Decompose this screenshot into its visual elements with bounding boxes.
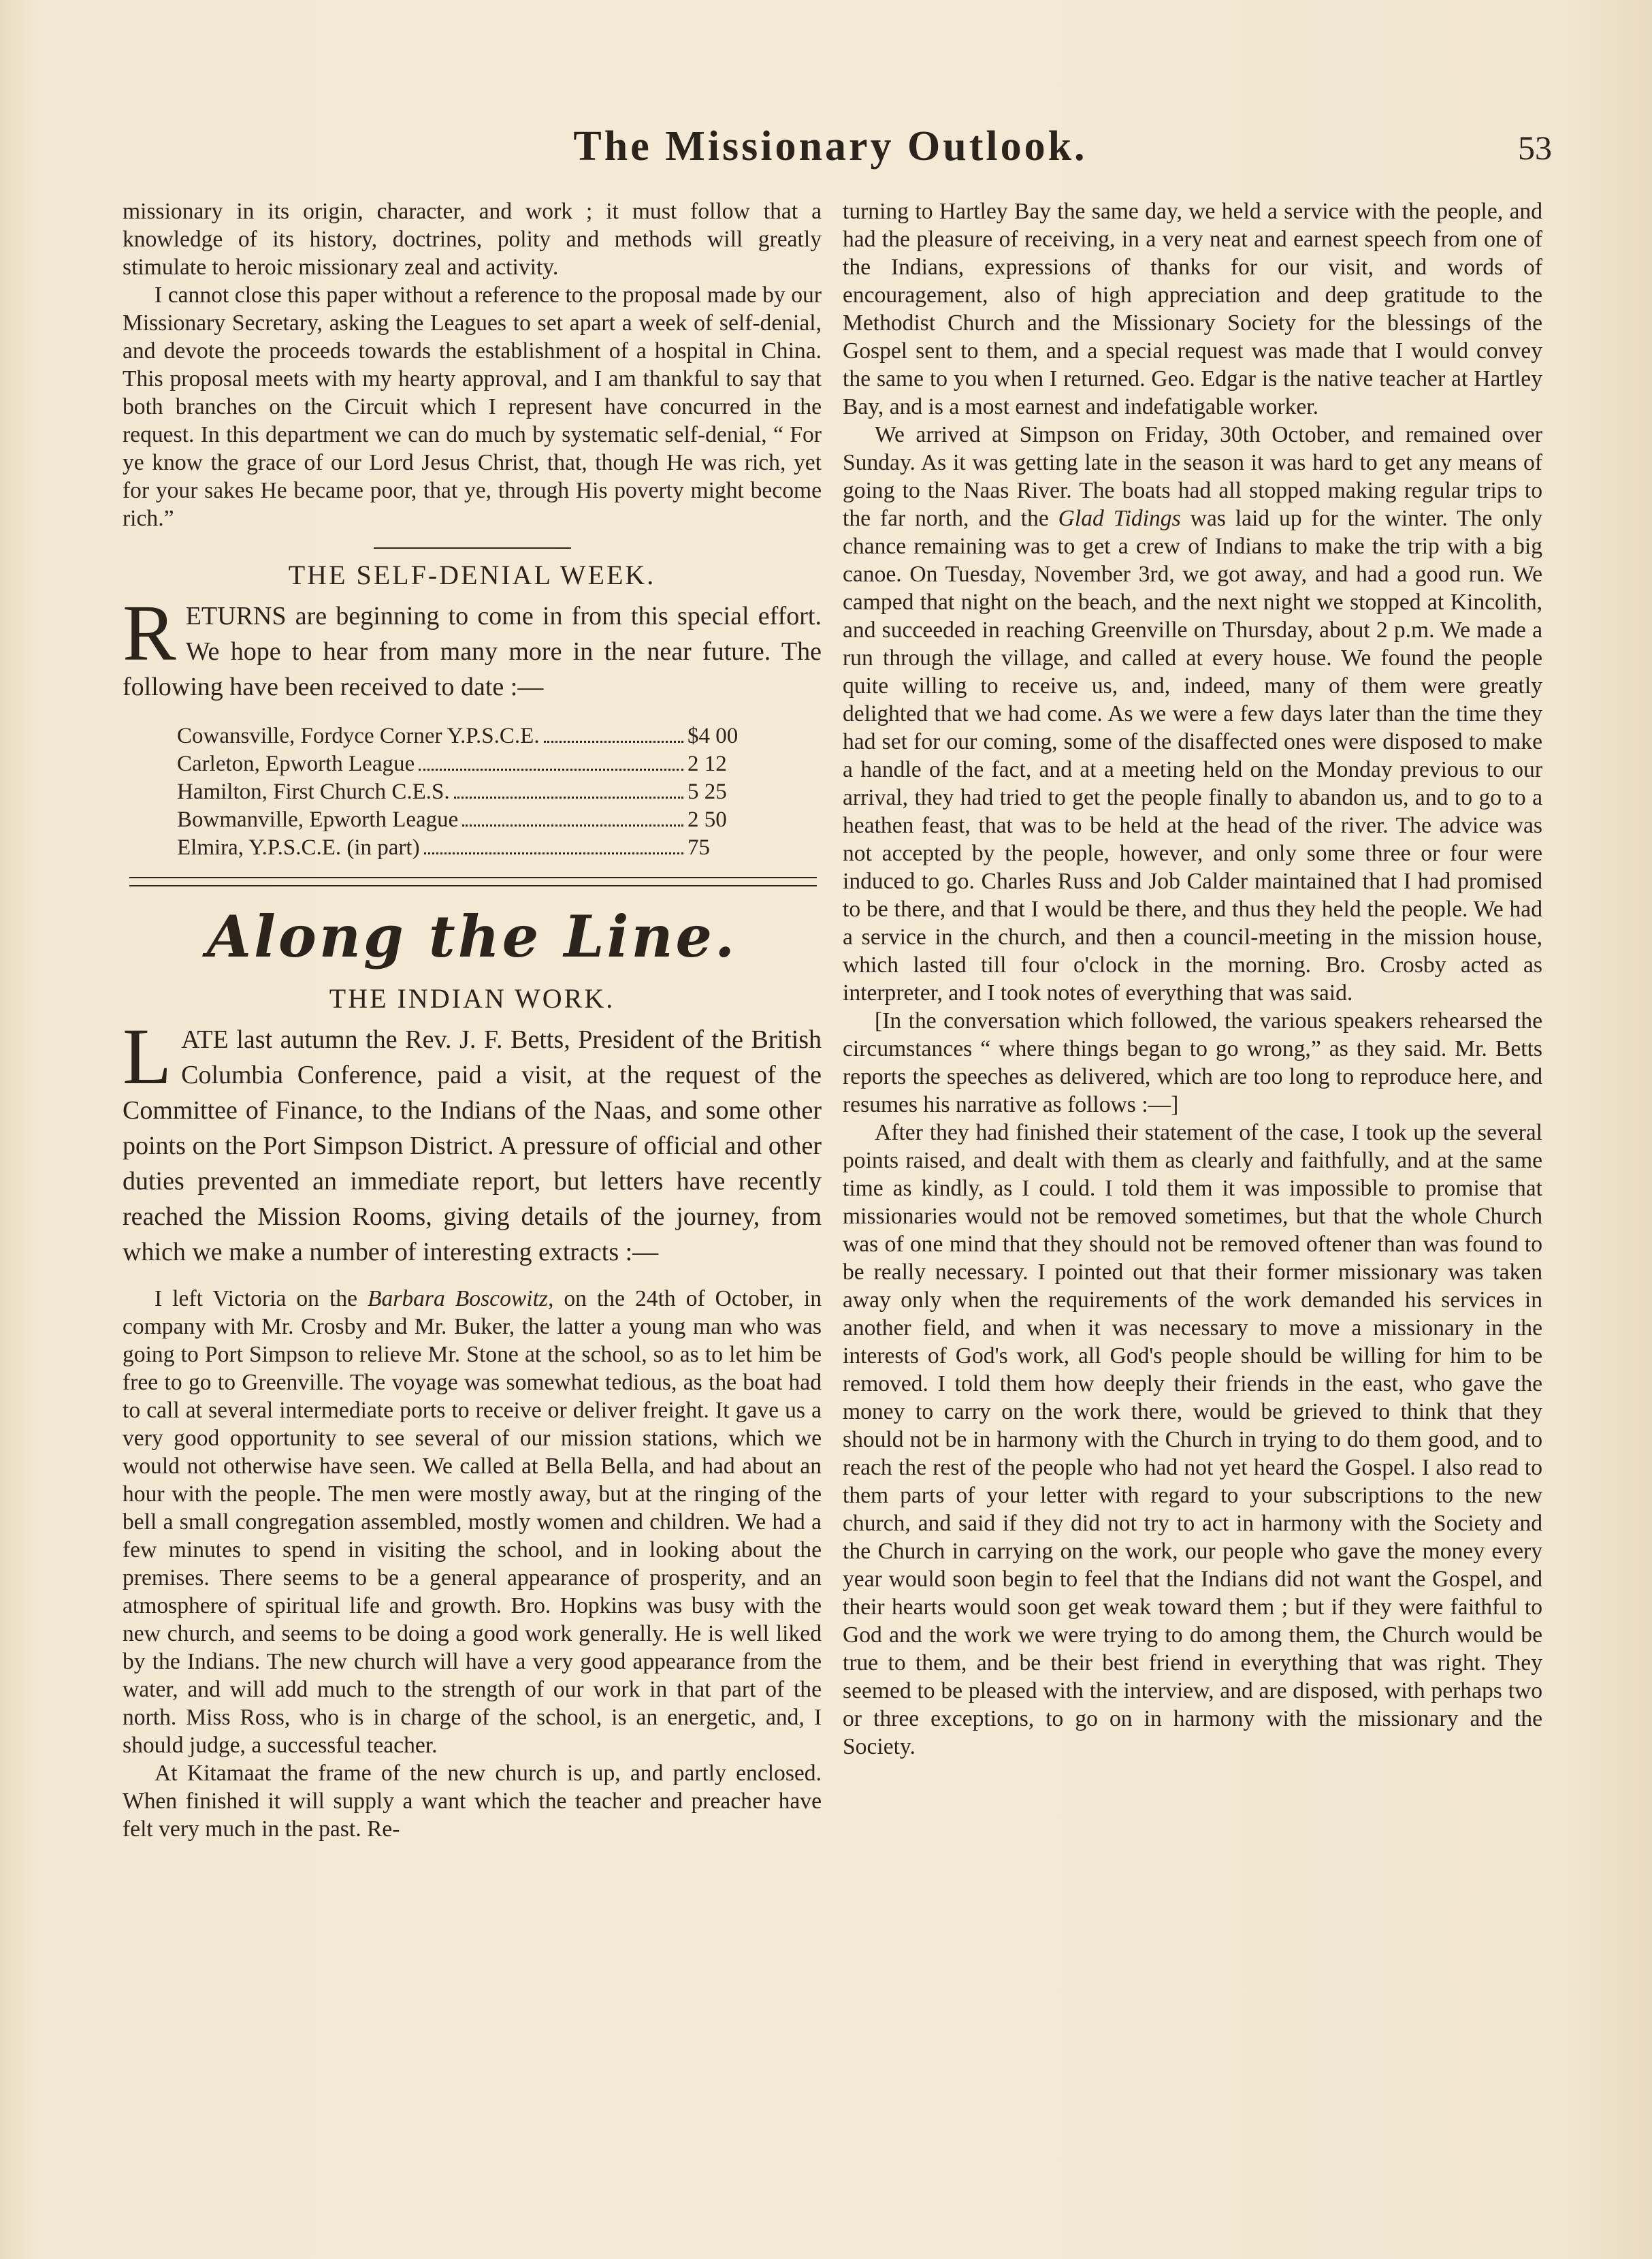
- section-divider: [374, 547, 571, 549]
- ship-name: Barbara Boscowitz,: [367, 1286, 554, 1311]
- self-denial-title: THE SELF-DENIAL WEEK.: [288, 560, 656, 590]
- interview-paragraph: After they had finished their statement of the case, I took up the several points raised, and dealt with them as clearly and faithfully, and at the same time as kindly, as I could. I told them it was impossible to promise that missionaries would not be removed sometimes, but that the whole Church was of one mind that they should not be removed oftener than was found to be really necessary. I pointed out that their former missionary was taken away only when the requirements of the work demanded his services in another field, and when it was necessary to move a missionary in the interests of God's work, all God's people should be willing for him to be removed. I told them how deeply their friends in the east, who gave the money to carry on the work there, would be grieved to think that they should not be in harmony with the Church in trying to do them good, and to reach the rest of the people who had not yet heard the Gospel. I also read to them parts of your letter with regard to your subscriptions to the new church, and said if they did not try to act in harmony with the Society and the Church in carrying on the work, our people who gave the money every year would soon begin to feel that the Indians did not want the Gospel, and their hearts would soon get weak toward them ; but if they were faithful to God and the work we were trying to do among them, the Church would be true to them, and be their best friend in everything that was right. They seemed to be pleased with the interview, and are disposed, with perhaps two or three exceptions, to go on in harmony with the missionary and the Society.: [843, 1120, 1542, 1759]
- indian-work-lead: [123, 1012, 822, 1270]
- hospital-proposal-paragraph: I cannot close this paper without a reference to the proposal made by our Missionary Secretary, asking the Leagues to set apart a week of self-denial, and devote the proceeds towards the establishment of a hospital in China. This proposal meets with my hearty approval, and I am thankful to say that both branches on the Circuit which I represent have concurred in the request. In this department we can do much by systematic self-denial, “ For ye know the grace of our Lord Jesus Christ, that, though He was rich, yet for your sakes He became poor, that ye, through His poverty might become rich.”: [123, 283, 822, 531]
- receipt-label: Hamilton, First Church C.E.S.: [177, 780, 450, 804]
- receipts-list: [177, 722, 762, 862]
- drop-cap: R: [123, 588, 176, 677]
- receipt-amount: 75: [687, 835, 710, 860]
- self-denial-lead: [123, 588, 822, 705]
- receipt-label: Carleton, Epworth League: [177, 752, 415, 776]
- page-number: 53: [1518, 129, 1552, 167]
- indian-work-title: THE INDIAN WORK.: [329, 983, 615, 1014]
- running-title: The Missionary Outlook.: [573, 123, 1088, 170]
- receipt-amount: 2 12: [687, 752, 727, 776]
- leader-dots: [419, 769, 683, 771]
- self-denial-text: ETURNS are beginning to come in from this special effort. We hope to hear from many more in the near future. The following have been received to date :—: [123, 602, 822, 701]
- drop-cap: L: [123, 1012, 172, 1101]
- text-run: I left Victoria on the: [155, 1286, 368, 1311]
- receipt-row: [177, 778, 762, 806]
- hartley-bay-paragraph: turning to Hartley Bay the same day, we held a service with the people, and had the pleasure of receiving, in a very neat and earnest speech from one of the Indians, expressions of thanks for our visit, and words of encouragement, also of high appreciation and deep gratitude to the Methodist Church and the Missionary Society for the blessings of the Gospel sent to them, and a special request was made that I would convey the same to you when I returned. Geo. Edgar is the native teacher at Hartley Bay, and is a most earnest and indefatigable worker.: [843, 199, 1542, 419]
- receipt-amount: 2 50: [687, 807, 727, 832]
- kitamaat-paragraph: At Kitamaat the frame of the new church is up, and partly enclosed. When finished it will supply a want which the teacher and preacher have felt very much in the past. Re-: [123, 1761, 822, 1842]
- leader-dots: [544, 741, 683, 743]
- receipt-amount: 5 25: [687, 780, 727, 804]
- receipt-amount: $4 00: [687, 724, 739, 748]
- receipt-label: Bowmanville, Epworth League: [177, 807, 459, 832]
- along-the-line-heading: Along the Line.: [206, 903, 738, 970]
- receipt-row: [177, 722, 762, 750]
- indian-work-lead-text: ATE last autumn the Rev. J. F. Betts, President of the British Columbia Conference, paid a visit, at the request of the Committee of Finance, to the Indians of the Naas, and some other points on the Port Simpson District. A pressure of official and other duties prevented an immediate report, but letters have recently reached the Mission Rooms, giving details of the journey, from which we make a number of interesting extracts :—: [123, 1025, 822, 1266]
- leader-dots: [424, 852, 683, 854]
- spacer: [123, 1270, 822, 1285]
- receipt-label: Elmira, Y.P.S.C.E. (in part): [177, 835, 420, 860]
- editorial-note-paragraph: [In the conversation which followed, the various speakers rehearsed the circumstances “ where things began to go wrong,” as they said. Mr. Betts reports the speeches as delivered, which are too long to reproduce here, and resumes his narrative as follows :—]: [843, 1008, 1542, 1117]
- receipt-row: [177, 834, 762, 862]
- receipt-row: [177, 750, 762, 778]
- text-run: was laid up for the winter. The only chance remaining was to get a crew of Indians to make the trip with a big canoe. On Tuesday, November 3rd, we got away, and had a good run. We camped that night on the beach, and the next night we stopped at Kincolith, and succeeded in reaching Greenville on Thursday, about 2 p.m. We made a run through the village, and called at every house. We found the people quite willing to receive us, and, indeed, many of them were greatly delighted that we had come. As we were a few days later than the time they had set for our coming, some of the disaffected ones were disposed to make a handle of the fact, and at a meeting held on the Monday previous to our arrival, they had tried to get the people finally to abandon us, and to go to a heathen feast, that was to be held at the head of the river. The advice was not accepted by the people, however, and only some three or four were induced to go. Charles Russ and Job Calder maintained that I had promised to be there, and that I would be there, and thus they held the people. We had a service in the church, and then a council-meeting in the mission house, which lasted till four o'clock in the morning. Bro. Crosby acted as interpreter, and I took notes of everything that was said.: [843, 506, 1542, 1006]
- victoria-paragraph: [123, 1285, 822, 1759]
- intro-paragraph: missionary in its origin, character, and work ; it must follow that a knowledge of its history, doctrines, polity and methods will greatly stimulate to heroic missionary zeal and activity.: [123, 199, 822, 280]
- text-run: on the 24th of October, in company with Mr. Crosby and Mr. Buker, the latter a young man who was going to Port Simpson to relieve Mr. Stone at the school, so as to let him be free to go to Greenville. The voyage was somewhat tedious, as the boat had to call at several intermediate ports to receive or deliver freight. It gave us a very good opportunity to see several of our mission stations, which we would not otherwise have seen. We called at Bella Bella, and had about an hour with the people. The men were mostly away, but at the ringing of the bell a small congregation assembled, mostly women and children. We had a few minutes to spend in visiting the school, and in looking about the premises. There seems to be a general appearance of prosperity, and an atmosphere of spiritual life and growth. Bro. Hopkins was busy with the new church, and seems to be doing a good work generally. He is well liked by the Indians. The new church will have a very good appearance from the water, and will add much to the strength of our work in that part of the north. Miss Ross, who is in charge of the school, is an energetic, and, I should judge, a successful teacher.: [123, 1286, 822, 1758]
- left-column: [123, 197, 822, 1843]
- leader-dots: [454, 797, 683, 799]
- leader-dots: [462, 824, 683, 827]
- text-run: We arrived at Simpson on Friday, 30th October, and remained over Sunday. As it was getting late in the season it was hard to get any means of going to the Naas River. The boats had all stopped making regular trips to the far north, and the: [843, 422, 1542, 531]
- ship-name: Glad Tidings: [1058, 506, 1181, 531]
- right-column: [843, 197, 1542, 1761]
- double-rule: [129, 877, 817, 886]
- page-header: [109, 123, 1552, 184]
- receipt-row: [177, 806, 762, 834]
- receipt-label: Cowansville, Fordyce Corner Y.P.S.C.E.: [177, 724, 540, 748]
- simpson-paragraph: [843, 421, 1542, 1007]
